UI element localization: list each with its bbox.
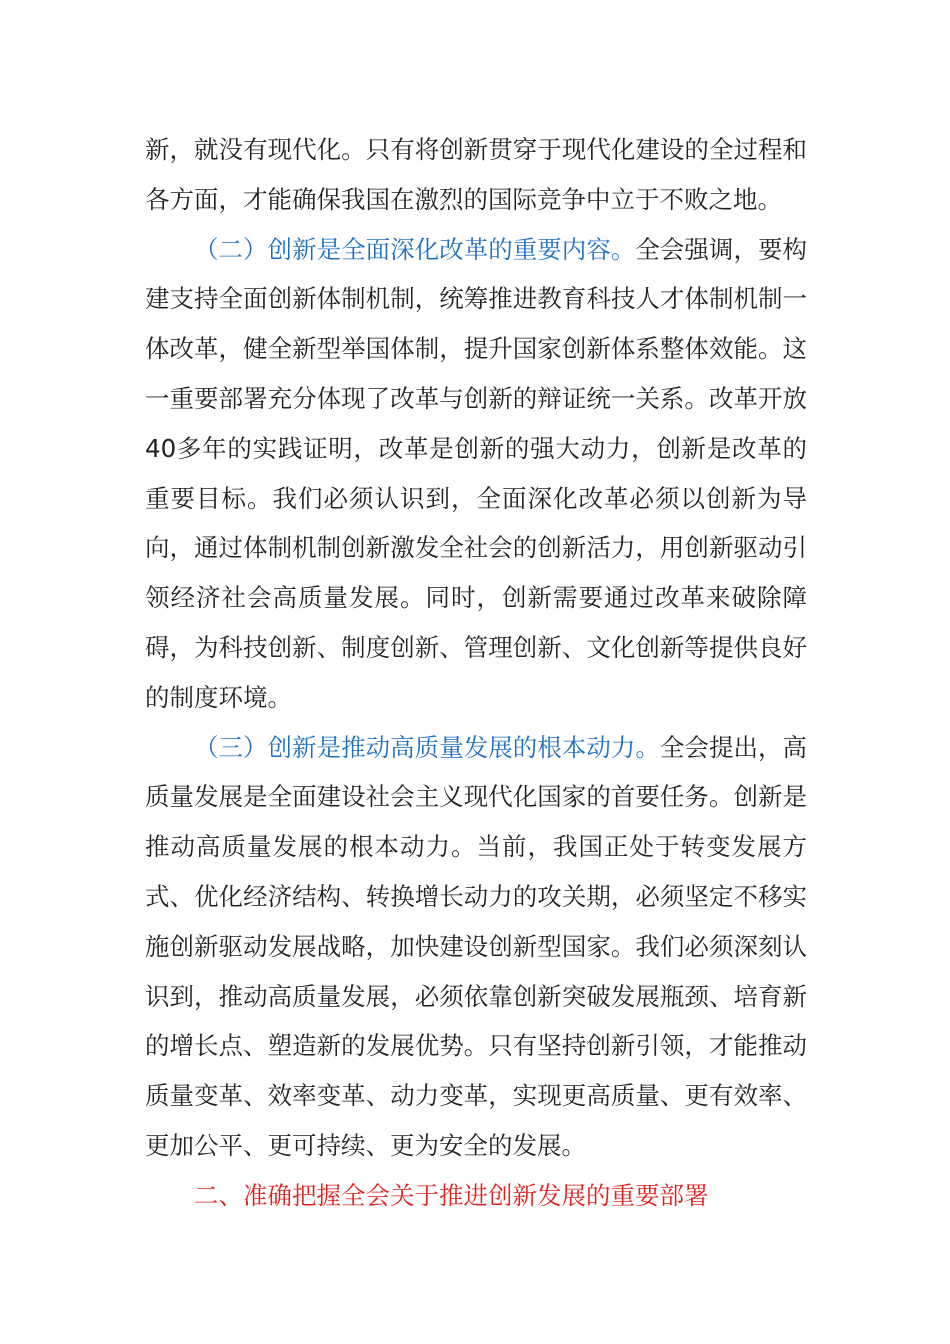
paragraph-reform <box>145 225 807 723</box>
section-heading: 二、准确把握全会关于推进创新发展的重要部署 <box>194 1180 709 1210</box>
document-body <box>145 125 807 1221</box>
paragraph-reform-text: 全会强调，要构建支持全面创新体制机制，统筹推进教育科技人才体制机制一体改革，健全新型举国体制，提升国家创新体系整体效能。这一重要部署充分体现了改革与创新的辩证统一关系。改革开放40多年的实践证明，改革是创新的强大动力，创新是改革的重要目标。我们必须认识到，全面深化改革必须以创新为导向，通过体制机制创新激发全社会的创新活力，用创新驱动引领经济社会高质量发展。同时，创新需要通过改革来破除障碍，为科技创新、制度创新、管理创新、文化创新等提供良好的制度环境。 <box>145 234 807 712</box>
paragraph-continuation: 新，就没有现代化。只有将创新贯穿于现代化建设的全过程和各方面，才能确保我国在激烈的国际竞争中立于不败之地。 <box>145 135 807 214</box>
subheading-reform: （二）创新是全面深化改革的重要内容。 <box>194 234 636 264</box>
paragraph-quality-development <box>145 723 807 1171</box>
subheading-quality-development: （三）创新是推动高质量发展的根本动力。 <box>194 732 660 762</box>
paragraph-quality-development-text: 全会提出，高质量发展是全面建设社会主义现代化国家的首要任务。创新是推动高质量发展的根本动力。当前，我国正处于转变发展方式、优化经济结构、转换增长动力的攻关期，必须坚定不移实施创新驱动发展战略，加快建设创新型国家。我们必须深刻认识到，推动高质量发展，必须依靠创新突破发展瓶颈、培育新的增长点、塑造新的发展优势。只有坚持创新引领，才能推动质量变革、效率变革、动力变革，实现更高质量、更有效率、更加公平、更可持续、更为安全的发展。 <box>145 732 808 1160</box>
